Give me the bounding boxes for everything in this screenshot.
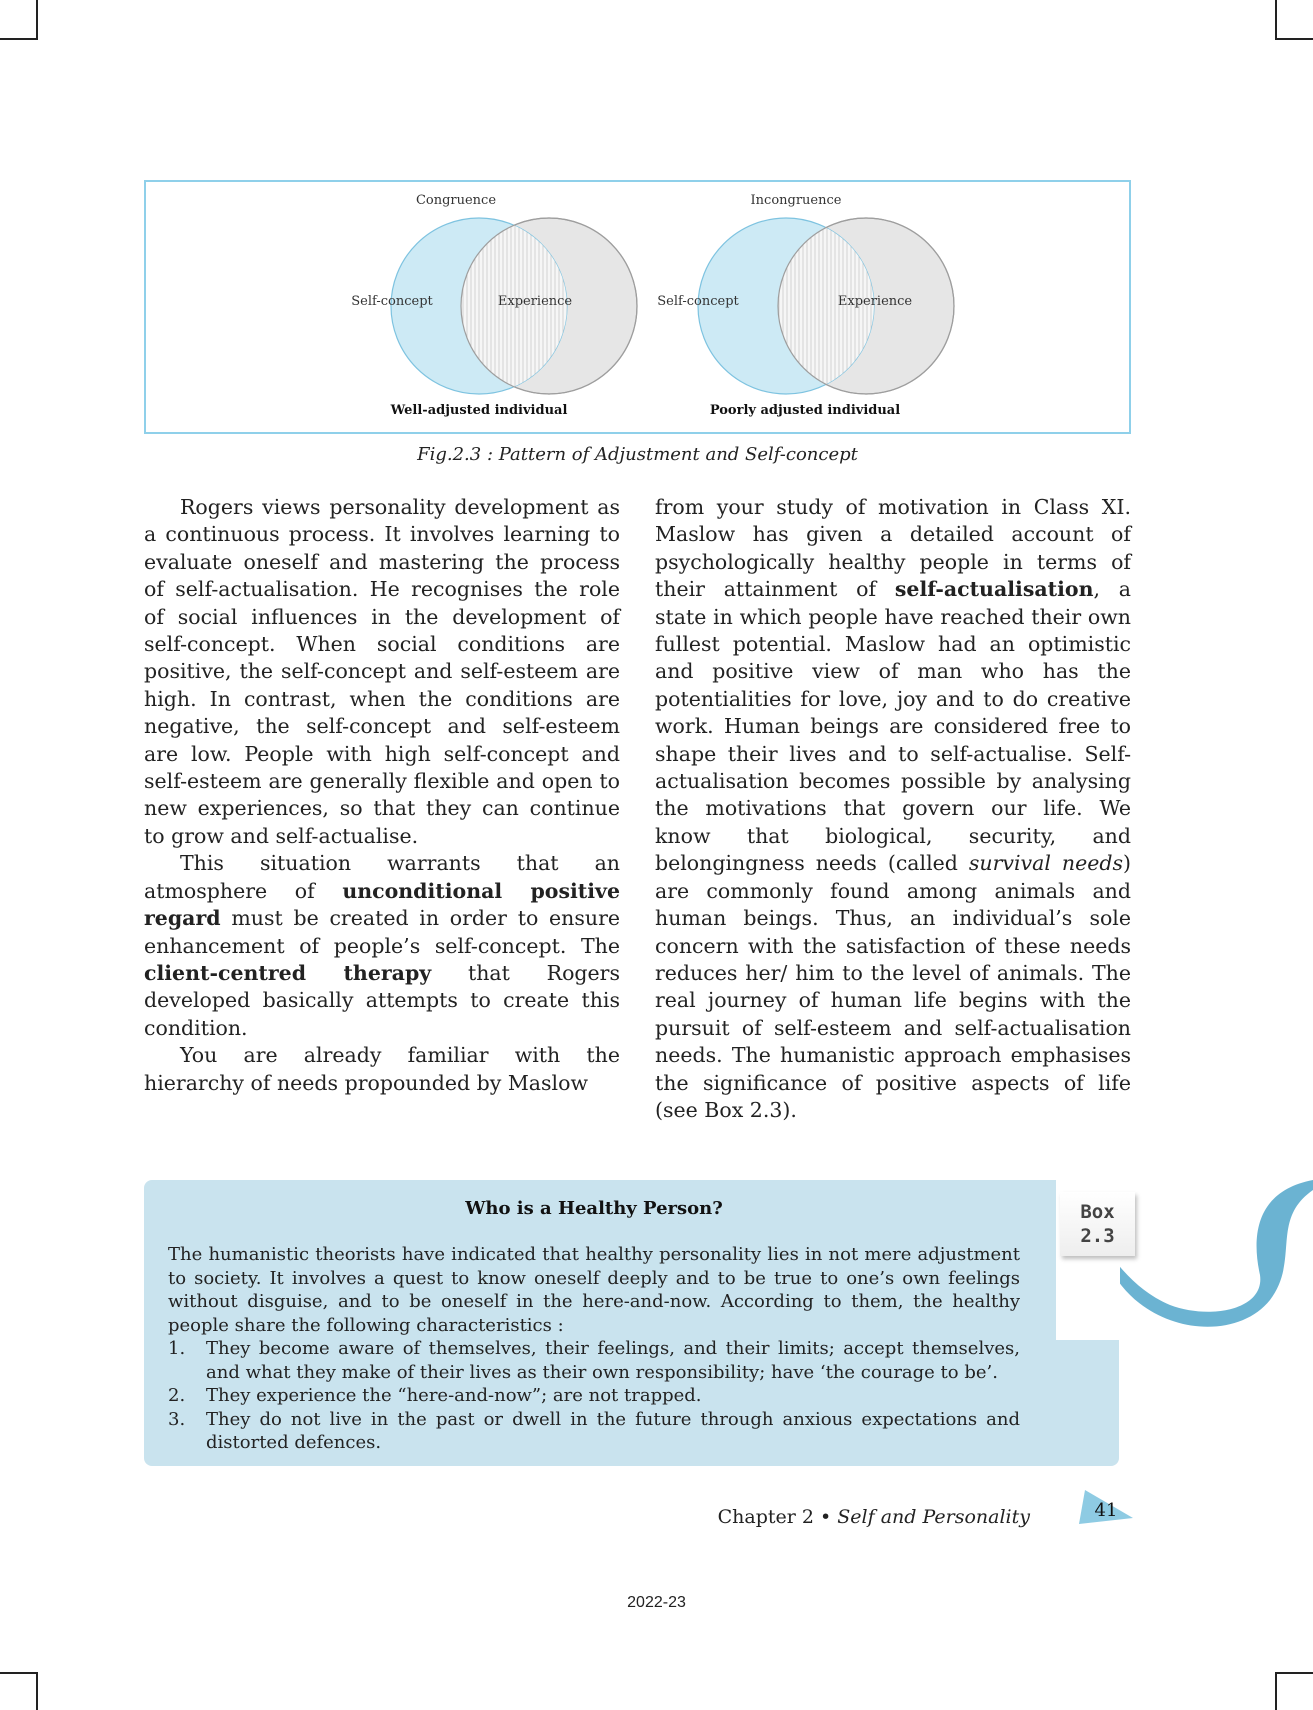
text-run: must be created in order to ensure enhancement of people’s self-concept. The <box>144 906 620 958</box>
text-run: ) are commonly found among animals and human beings. Thus, an individual’s sole concern with the satisfaction of these needs reduces her/ him to the level of animals. The real journey of human life begins with the pursuit of self-esteem and self-actualisation needs. The humanistic approach emphasises the significance of positive aspects of life (see Box 2.3). <box>655 851 1131 1122</box>
text-column-left <box>144 494 620 1097</box>
crop-mark <box>0 1672 38 1674</box>
caption-poorly-adjusted: Poorly adjusted individual <box>709 403 901 418</box>
list-number: 2. <box>168 1385 186 1406</box>
label-self-concept-right: Self-concept <box>657 294 739 309</box>
crop-mark <box>0 38 38 40</box>
list-item <box>168 1384 1020 1408</box>
list-item <box>168 1337 1020 1384</box>
crop-mark <box>1275 1672 1277 1710</box>
box-number-tag <box>1060 1192 1135 1256</box>
paragraph <box>144 850 620 1042</box>
text-run: , a state in which people have reached their own fullest potential. Maslow had an optimistic and positive view of man who has the potentialities for love, joy and to do creative work. Human beings are considered free to shape their lives and to self-actualise. Self-actualisation becomes possible by analysing the motivations that govern our life. We know that biological, security, and belongingness needs (called <box>655 577 1131 876</box>
characteristics-list <box>168 1337 1020 1455</box>
paragraph: You are already familiar with the hierarchy of needs propounded by Maslow <box>144 1043 620 1095</box>
box-title: Who is a Healthy Person? <box>465 1198 723 1219</box>
chapter-label: Chapter 2 • <box>717 1506 838 1528</box>
list-number: 1. <box>168 1338 186 1359</box>
figure-caption: Fig.2.3 : Pattern of Adjustment and Self-concept <box>417 444 858 465</box>
caption-well-adjusted: Well-adjusted individual <box>390 403 568 418</box>
label-self-concept-left: Self-concept <box>351 294 433 309</box>
term-survival-needs: survival needs <box>968 851 1123 876</box>
crop-mark <box>1275 38 1313 40</box>
list-text: They do not live in the past or dwell in the future through anxious expectations and distorted defences. <box>206 1408 1020 1453</box>
heading-incongruence: Incongruence <box>750 193 842 208</box>
page-number: 41 <box>1094 1500 1118 1521</box>
running-footer <box>700 1506 1030 1528</box>
list-item <box>168 1408 1020 1455</box>
list-text: They experience the “here-and-now”; are not trapped. <box>206 1385 702 1406</box>
text-run: that Rogers developed basically attempts to create this condition. <box>144 960 620 1040</box>
text-run: This situation warrants that an atmosphere of <box>144 851 620 903</box>
box-tag-label: Box <box>1080 1201 1115 1223</box>
list-text: They become aware of themselves, their feelings, and their limits; accept themselves, and what they make of their lives as their own responsibility; have ‘the courage to be’. <box>206 1338 1020 1383</box>
chapter-title: Self and Personality <box>837 1506 1030 1528</box>
term-client-centred-therapy: client-centred therapy <box>144 960 432 985</box>
paragraph: Rogers views personality development as a continuous process. It involves learning to evaluate oneself and mastering the process of self-actualisation. He recognises the role of social influences in the development of self-concept. When social conditions are positive, the self-concept and self-esteem are high. In contrast, when the conditions are negative, the self-concept and self-esteem are low. People with high self-concept and self-esteem are generally flexible and open to new experiences, so that they can continue to grow and self-actualise. <box>144 495 620 848</box>
text-column-right <box>655 494 1131 1124</box>
crop-mark <box>1275 1672 1313 1674</box>
label-experience-left: Experience <box>497 294 573 309</box>
crop-mark <box>36 0 38 38</box>
label-experience-right: Experience <box>837 294 913 309</box>
term-unconditional-positive-regard: unconditional positive regard <box>144 878 620 931</box>
edition-year: 2022-23 <box>627 1594 686 1611</box>
text-run: from your study of motivation in Class XI. Maslow has given a detailed account of psychologically healthy people in terms of their attainment of <box>655 495 1131 602</box>
crop-mark <box>1275 0 1277 38</box>
figure-venn-diagrams <box>144 180 1131 434</box>
heading-congruence: Congruence <box>415 193 497 208</box>
crop-mark <box>36 1672 38 1710</box>
list-number: 3. <box>168 1408 186 1430</box>
box-intro: The humanistic theorists have indicated that healthy personality lies in not mere adjustment to society. It involves a quest to know oneself deeply and to be true to one’s own feelings without disguise, and to be oneself in the here-and-now. According to them, the healthy people share the following characteristics : <box>168 1244 1020 1336</box>
term-self-actualisation: self-actualisation <box>894 577 1094 602</box>
box-body <box>168 1243 1020 1455</box>
box-tag-number: 2.3 <box>1080 1225 1115 1247</box>
venn-svg <box>146 182 1133 436</box>
paragraph <box>655 494 1131 1124</box>
